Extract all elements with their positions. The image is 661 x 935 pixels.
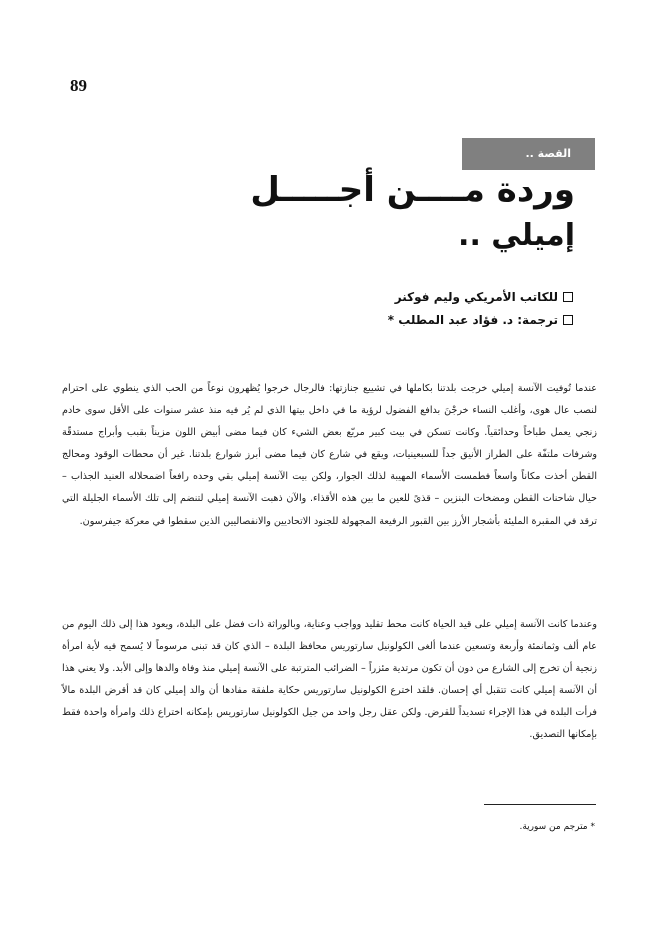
story-title-line-1: وردة مــــن أجـــــل — [250, 170, 575, 210]
translator-text: ترجمة: د. فؤاد عبد المطلب * — [387, 313, 558, 327]
author-byline — [395, 290, 573, 304]
body-paragraph-1: عندما تُوفيت الآنسة إميلي خرجت بلدتنا بكاملها في تشييع جنازتها: فالرجال خرجوا يُظهرون نوعاً من الحب الذي ينطوي على احترام لنصب عال هوى، وأغلب النساء خرجْنَ بدافع الفضول لرؤية ما في داخل بيتها الذي لم يُر فيه منذ عشر سنوات على الأقل سوى خادم زنجي يعمل طباخاً وحدائقياً. وكانت تسكن في بيت كبير مربّع بعض الشيء كان فيما مضى أبيض اللون مزيناً بقبب وأبراج مستدقّة وشرفات ملتفّة على الطراز الأنيق جداً للسبعينيات، ويقع في شارع كان فيما مضى أبرز شوارع بلدتنا. غير أن محطات الوقود ومحالج القطن أخذت مكاناً واسعاً فطمست الأسماء المهيبة لذلك الجوار، ولكن بيت الآنسة إميلي بقي وحده رافعاً اضمحلاله العنيد الجذاب – حيال شاحنات القطن ومضخات البنزين – قذىً للعين ما بين هذه الأقذاء. والآن ذهبت الآنسة إميلي لتنضم إلى تلك الأسماء الجليلة التي ترقد في المقبرة المليئة بأشجار الأرز بين القبور الرفيعة المجهولة للجنود الاتحاديين والانفصاليين الذين سقطوا في معركة جيفرسون. — [62, 383, 597, 527]
footnote-divider — [484, 804, 596, 805]
section-label: القصة .. — [462, 138, 595, 170]
page-number: 89 — [70, 76, 87, 95]
story-title-line-2: إميلي .. — [458, 218, 575, 253]
square-bullet-icon — [563, 315, 573, 325]
footnote: * مترجم من سورية. — [519, 822, 595, 832]
translator-byline — [388, 313, 573, 327]
author-text: للكاتب الأمريكي وليم فوكنر — [394, 290, 558, 304]
body-paragraph-2: وعندما كانت الآنسة إميلي على قيد الحياة كانت محط تقليد وواجب وعناية، وبالوراثة ذات فضل على البلدة، ويعود هذا إلى ذلك اليوم من عام ألف وثمانمئة وأربعة وتسعين عندما ألغى الكولونيل سارتوريس محافظ البلدة – الذي كان قد تبنى مرسوماً لا يُسمح فيه لأية امرأة زنجية أن تخرج إلى الشارع من دون أن تكون مرتدية مئزراً – الضرائب المترتبة على الآنسة إميلي منذ وفاة والدها وإلى الأبد. ولا يعني هذا أن الآنسة إميلي كانت تتقبل أي إحسان. فلقد اخترع الكولونيل سارتوريس حكاية ملفقة مفادها أن والد إميلي كان قد أقرض البلدة مالاً فرأت البلدة في هذا الإجراء تسديداً للقرض. ولكن عقل رجل واحد من جيل الكولونيل سارتوريس بإمكانه اختراع ذلك وامرأة واحدة فقط بإمكانها التصديق. — [62, 619, 597, 741]
square-bullet-icon — [563, 292, 573, 302]
